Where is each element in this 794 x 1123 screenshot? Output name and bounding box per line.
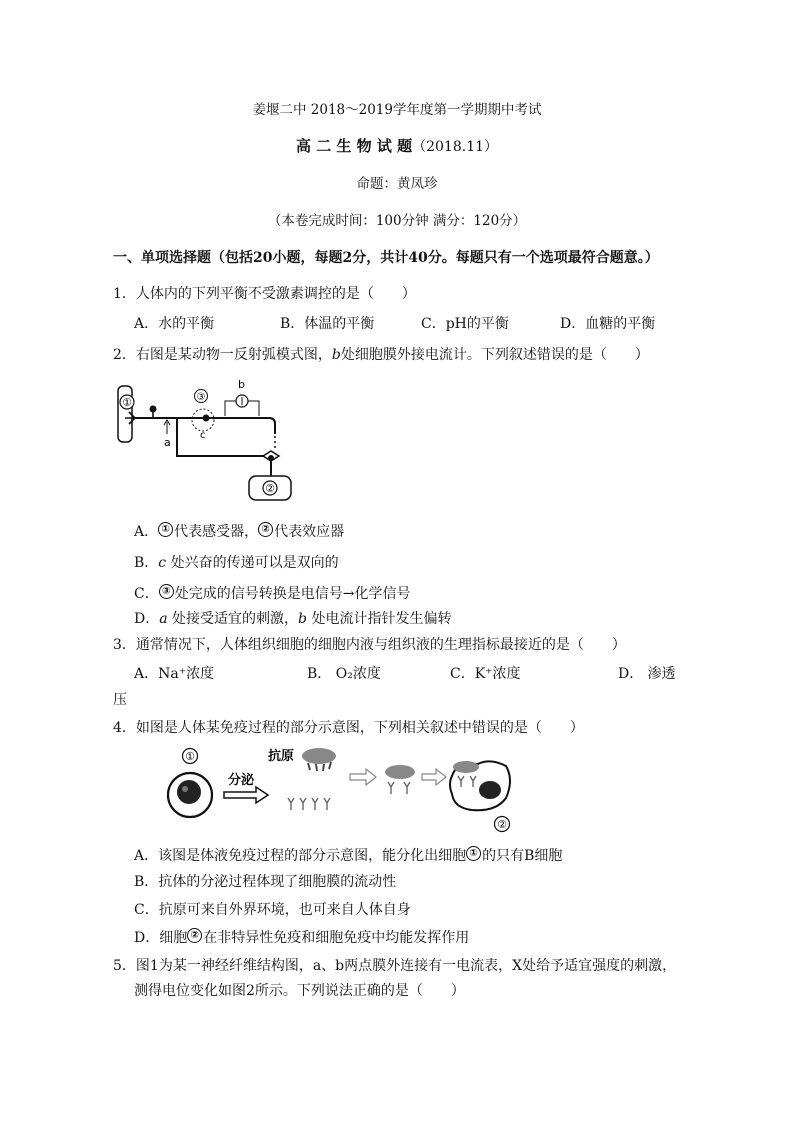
q2-b-text: 处兴奋的传递可以是双向的 <box>166 555 339 571</box>
immune-process-figure <box>160 740 510 840</box>
q2-a-mark1: ① <box>158 522 173 537</box>
q2-d-var1: a <box>159 611 168 627</box>
process-arrow-2 <box>422 769 446 785</box>
q2-c-mark: ③ <box>159 584 174 599</box>
q4-d-text1: D．细胞 <box>134 930 188 946</box>
secrete-arrow <box>224 787 268 803</box>
efferent-loop <box>177 418 263 456</box>
q2-c-text: 处完成的信号转换是电信号→化学信号 <box>174 586 411 602</box>
q2-option-a <box>134 521 344 541</box>
afferent-fiber <box>125 412 135 424</box>
label-2: ② <box>265 482 275 495</box>
label-3: ③ <box>196 392 206 403</box>
q4-option-c: C．抗原可来自外界环境，也可来自人体自身 <box>134 902 411 918</box>
q3-option-c: C．K⁺浓度 <box>450 666 521 682</box>
q4-option-b: B．抗体的分泌过程体现了细胞膜的流动性 <box>134 874 397 890</box>
label-c: c <box>200 430 206 441</box>
q4-a-text2: 的只有B细胞 <box>482 848 563 864</box>
antigen-3 <box>453 761 479 773</box>
fig4-label-2: ② <box>497 818 507 831</box>
q1-option-a: A．水的平衡 <box>134 316 215 332</box>
q3-option-d: D． 渗透 <box>618 666 676 682</box>
q2-stem-part1: 2．右图是某动物一反射弧模式图， <box>113 347 332 363</box>
q2-option-b <box>134 552 339 572</box>
title-date: （2018.11） <box>412 139 499 155</box>
q1-stem: 1．人体内的下列平衡不受激素调控的是（ ） <box>113 286 416 302</box>
bound-antibodies-1 <box>388 782 410 794</box>
q2-a-mark2: ② <box>258 522 273 537</box>
time-info: （本卷完成时间：100分钟 满分：120分） <box>267 213 527 229</box>
q4-d-mark: ② <box>187 928 202 943</box>
q4-option-a <box>134 845 562 865</box>
q2-stem-var-b: b <box>331 347 341 363</box>
school-line: 姜堰二中 2018～2019学年度第一学期期中考试 <box>252 102 542 118</box>
antigen-1 <box>302 748 336 764</box>
q2-d-prefix: D． <box>134 611 160 627</box>
q3-option-a: A．Na⁺浓度 <box>134 666 215 682</box>
q4-a-text1: A．该图是体液免疫过程的部分示意图，能分化出细胞 <box>134 848 467 864</box>
q4-a-mark: ① <box>466 846 481 861</box>
q2-c-prefix: C． <box>134 586 159 602</box>
q2-a-text1: 代表感受器， <box>174 524 259 540</box>
reflex-arc-figure <box>115 378 295 504</box>
q5-line1: 5．图1为某一神经纤维结构图，a、b两点膜外连接有一电流表，X处给予适宜强度的刺激， <box>113 958 677 974</box>
q4-d-text2: 在非特异性免疫和细胞免疫中均能发挥作用 <box>203 930 470 946</box>
section-heading: 一、单项选择题（包括20小题，每题2分，共计40分。每题只有一个选项最符合题意。） <box>113 250 659 266</box>
fig4-label-1: ① <box>185 750 195 763</box>
free-antibodies <box>288 798 330 810</box>
secrete-label: 分泌 <box>228 773 255 788</box>
q2-b-prefix: B． <box>134 555 159 571</box>
q2-option-c <box>134 583 410 603</box>
q2-stem <box>113 344 649 364</box>
q2-a-text2: 代表效应器 <box>274 524 345 540</box>
q2-a-prefix: A． <box>134 524 159 540</box>
q3-option-d-wrap: 压 <box>113 692 127 708</box>
author-line: 命题：黄凤珍 <box>356 176 438 192</box>
q1-option-c: C．pH的平衡 <box>421 316 509 332</box>
synapse-body <box>203 415 210 422</box>
q2-d-end: 处电流计指针发生偏转 <box>307 611 452 627</box>
q4-stem: 4．如图是人体某免疫过程的部分示意图，下列相关叙述中错误的是（ ） <box>113 720 584 736</box>
label-1: ① <box>122 396 132 409</box>
label-b: b <box>238 378 245 391</box>
efferent-corner <box>269 418 275 434</box>
q2-d-var2: b <box>298 611 308 627</box>
antigen-2 <box>385 765 415 779</box>
title-text: 高 二 生 物 试 题 <box>295 137 413 155</box>
q2-option-d <box>134 608 451 628</box>
q2-d-mid: 处接受适宜的刺激， <box>167 611 299 627</box>
label-a: a <box>164 436 171 449</box>
effector-dot <box>268 455 274 461</box>
phagocyte-nucleus <box>479 781 501 799</box>
q3-stem: 3．通常情况下，人体组织细胞的细胞内液与组织液的生理指标最接近的是（ ） <box>113 637 626 653</box>
exam-title <box>0 135 794 156</box>
q3-option-b: B． O₂浓度 <box>307 666 381 682</box>
antigen-label: 抗原 <box>268 749 295 764</box>
plasma-nucleus <box>177 780 201 804</box>
q4-option-d <box>134 927 469 947</box>
plasma-nucleolus <box>182 786 188 792</box>
process-arrow-1 <box>350 769 376 785</box>
q2-b-var: c <box>158 555 167 571</box>
q1-option-d: D．血糖的平衡 <box>560 316 656 332</box>
q5-line2: 测得电位变化如图2所示。下列说法正确的是（ ） <box>134 983 465 999</box>
q1-option-b: B．体温的平衡 <box>280 316 375 332</box>
q2-stem-part2: 处细胞膜外接电流计。下列叙述错误的是（ ） <box>340 347 649 363</box>
synapse-dashed-circle <box>192 409 214 431</box>
